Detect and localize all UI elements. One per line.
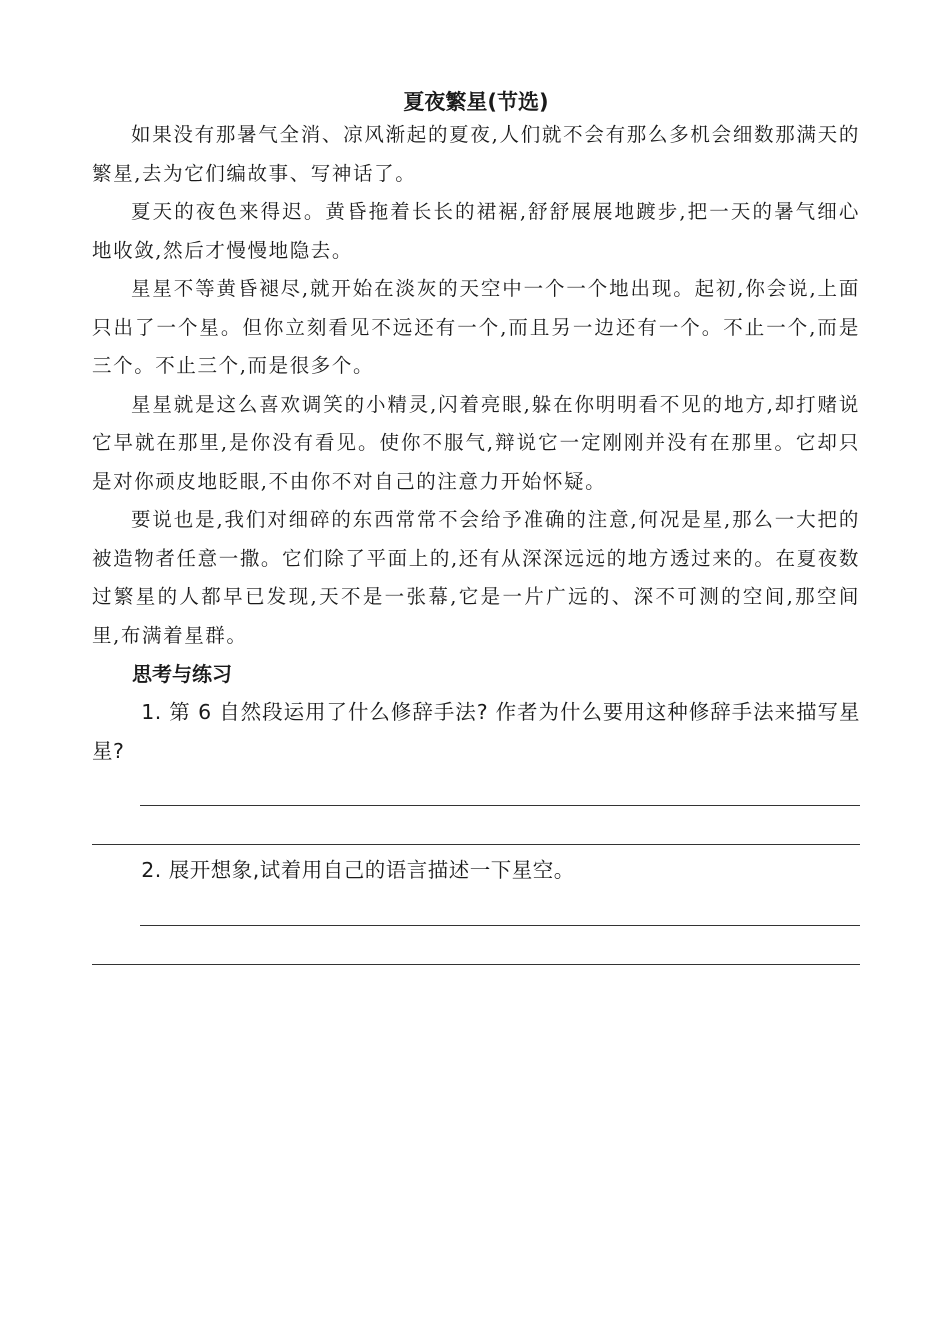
paragraph-5: 要说也是,我们对细碎的东西常常不会给予准确的注意,何况是星,那么一大把的被造物者任意一撒。它们除了平面上的,还有从深深远远的地方透过来的。在夏夜数过繁星的人都早已发现,天不是一张幕,它是一片广远的、深不可测的空间,那空间里,布满着星群。 bbox=[92, 508, 860, 647]
paragraph-4: 星星就是这么喜欢调笑的小精灵,闪着亮眼,躲在你明明看不见的地方,却打赌说它早就在那里,是你没有看见。使你不服气,辩说它一定刚刚并没有在那里。它却只是对你顽皮地眨眼,不由你不对自己的注意力开始怀疑。 bbox=[92, 392, 860, 493]
answer-line-2b[interactable] bbox=[92, 964, 860, 965]
paragraph-2: 夏天的夜色来得迟。黄昏拖着长长的裙裾,舒舒展展地踱步,把一天的暑气细心地收敛,然后才慢慢地隐去。 bbox=[92, 200, 860, 262]
document-page bbox=[92, 88, 860, 965]
question-2: 2. 展开想象,试着用自己的语言描述一下星空。 bbox=[141, 858, 575, 882]
document-title: 夏夜繁星(节选) bbox=[403, 90, 549, 114]
paragraph-1: 如果没有那暑气全消、凉风渐起的夏夜,人们就不会有那么多机会细数那满天的繁星,去为它们编故事、写神话了。 bbox=[92, 123, 860, 185]
exercise-heading: 思考与练习 bbox=[132, 662, 232, 686]
paragraph-3: 星星不等黄昏褪尽,就开始在淡灰的天空中一个一个地出现。起初,你会说,上面只出了一个星。但你立刻看见不远还有一个,而且另一边还有一个。不止一个,而是三个。不止三个,而是很多个。 bbox=[92, 277, 860, 377]
question-1: 1. 第 6 自然段运用了什么修辞手法? 作者为什么要用这种修辞手法来描写星星? bbox=[92, 700, 860, 763]
